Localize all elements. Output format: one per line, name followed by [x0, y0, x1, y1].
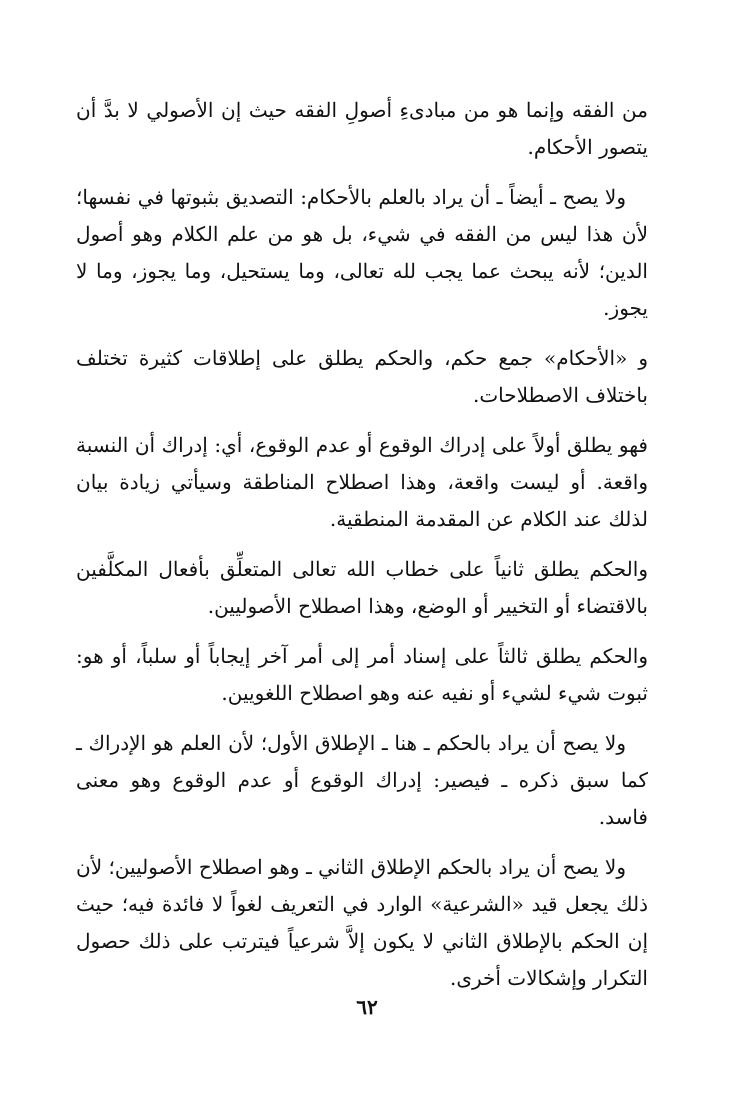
paragraph-7: ولا يصح أن يراد بالحكم ـ هنا ـ الإطلاق الأول؛ لأن العلم هو الإدراك ـ كما سبق ذكره ـ فيصير: إدراك الوقوع أو عدم الوقوع وهو معنى فاسد.: [76, 731, 648, 829]
page-number: ٦٢: [356, 995, 378, 1019]
paragraph-5: والحكم يطلق ثانياً على خطاب الله تعالى المتعلِّق بأفعال المكلَّفين بالاقتضاء أو التخيير أو الوضع، وهذا اصطلاح الأصوليين.: [76, 557, 648, 618]
paragraph-3: و «الأحكام» جمع حكم، والحكم يطلق على إطلاقات كثيرة تختلف باختلاف الاصطلاحات.: [76, 346, 648, 407]
paragraph-6: والحكم يطلق ثالثاً على إسناد أمر إلى أمر آخر إيجاباً أو سلباً، أو هو: ثبوت شيء لشيء أو نفيه عنه وهو اصطلاح اللغويين.: [76, 644, 648, 705]
paragraph-4: فهو يطلق أولاً على إدراك الوقوع أو عدم الوقوع، أي: إدراك أن النسبة واقعة. أو ليست واقعة، وهذا اصطلاح المناطقة وسيأتي زيادة بيان لذلك عند الكلام عن المقدمة المنطقية.: [76, 433, 648, 531]
paragraph-1: من الفقه وإنما هو من مبادىءِ أصولِ الفقه حيث إن الأصولي لا بدَّ أن يتصور الأحكام.: [76, 98, 648, 159]
page-body: [76, 92, 648, 1010]
paragraph-2: ولا يصح ـ أيضاً ـ أن يراد بالعلم بالأحكام: التصديق بثبوتها في نفسها؛ لأن هذا ليس من الفقه في شيء، بل هو من علم الكلام وهو أصول الدين؛ لأنه يبحث عما يجب لله تعالى، وما يستحيل، وما يجوز، وما لا يجوز.: [76, 185, 648, 320]
paragraph-8: ولا يصح أن يراد بالحكم الإطلاق الثاني ـ وهو اصطلاح الأصوليين؛ لأن ذلك يجعل قيد «الشرعية» الوارد في التعريف لغواً لا فائدة فيه؛ حيث إن الحكم بالإطلاق الثاني لا يكون إلاَّ شرعياً فيترتب على ذلك حصول التكرار وإشكالات أخرى.: [76, 855, 648, 990]
